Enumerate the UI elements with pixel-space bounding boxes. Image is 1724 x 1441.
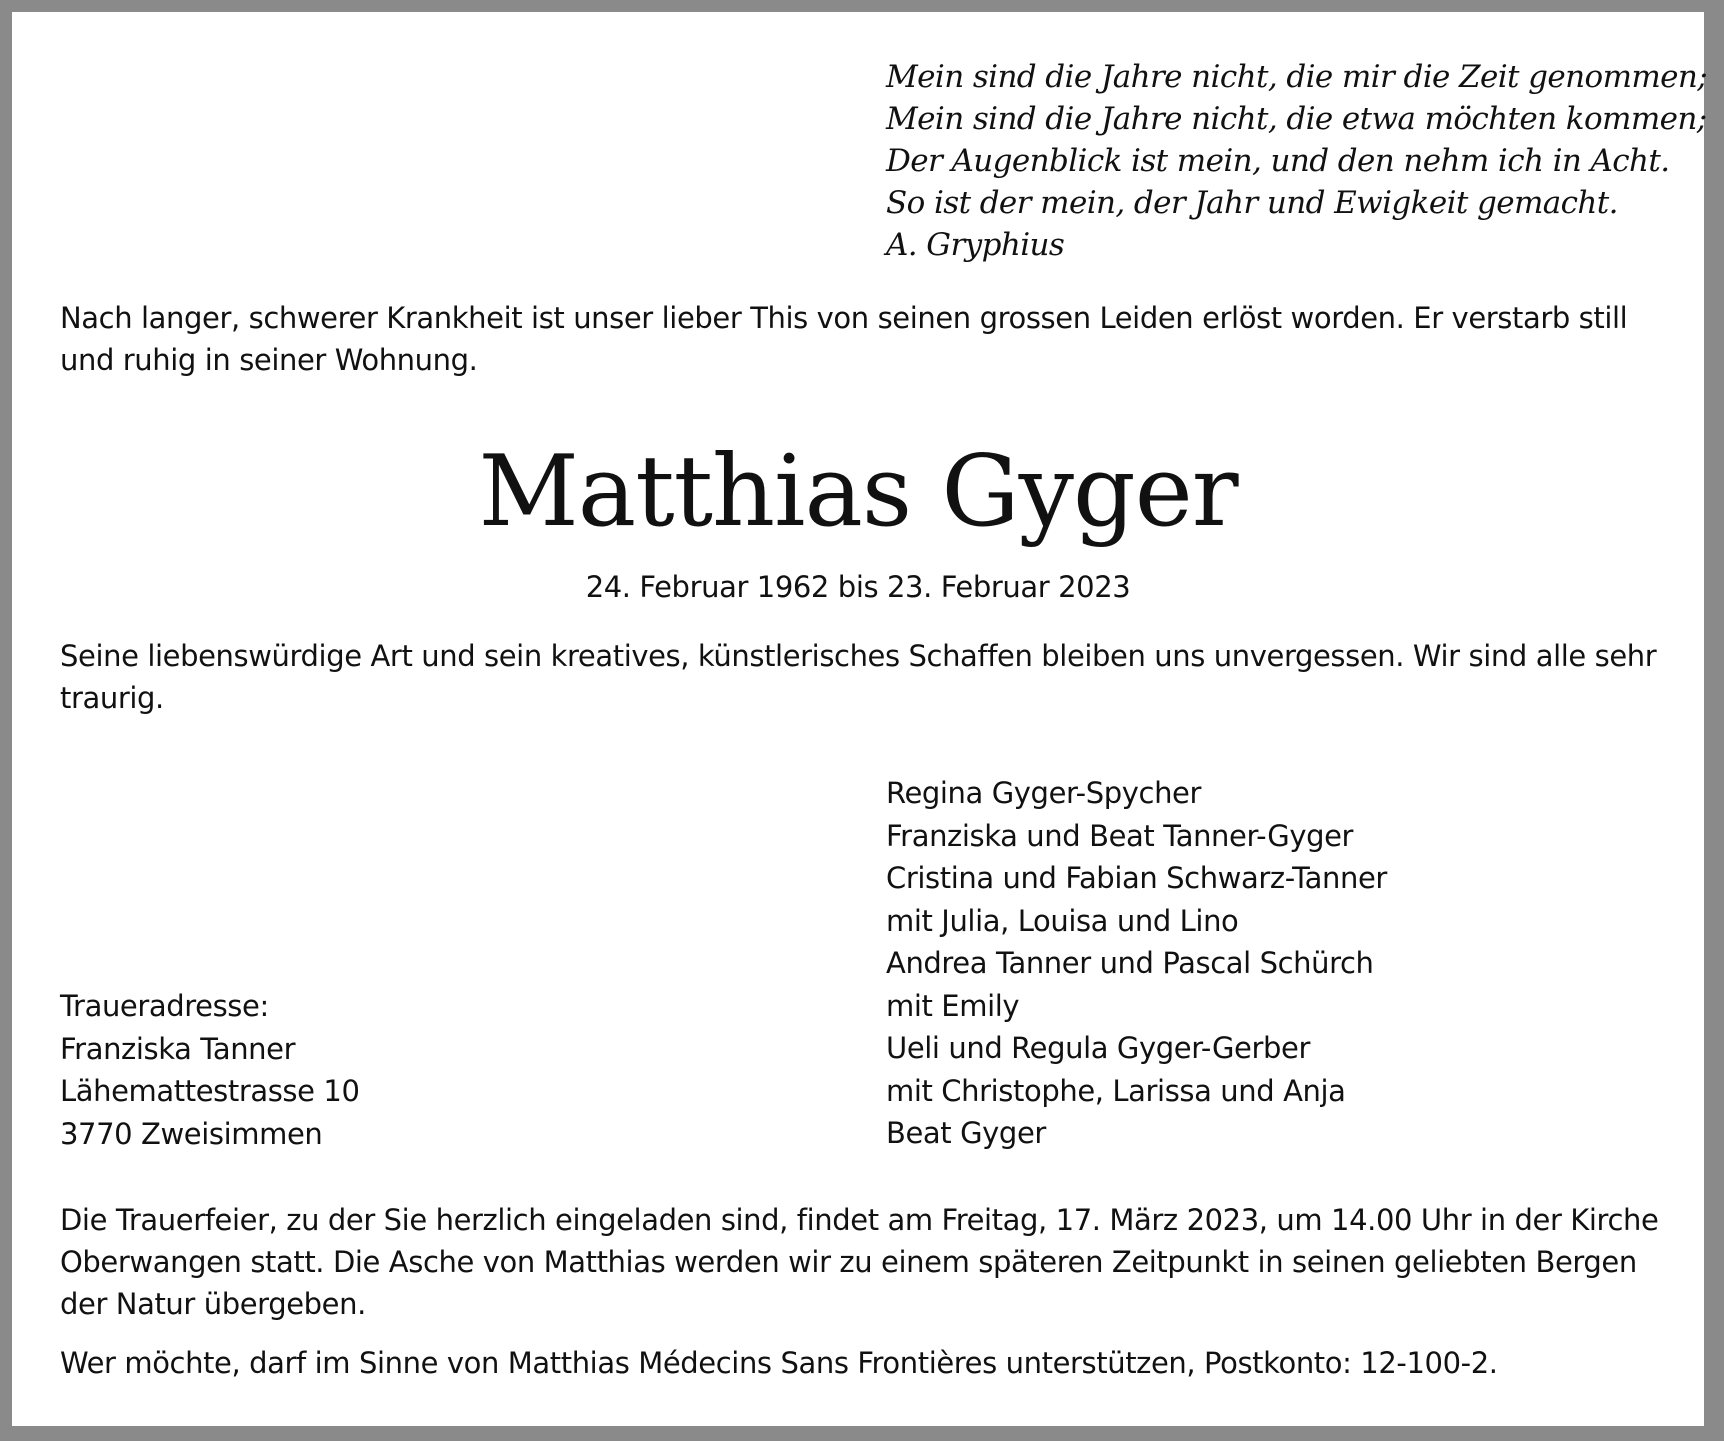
mourner-line: Ueli und Regula Gyger-Gerber bbox=[886, 1031, 1310, 1065]
address-label: Traueradresse: bbox=[60, 989, 269, 1023]
obituary-page bbox=[12, 12, 1708, 1426]
mourner-line: Andrea Tanner und Pascal Schürch bbox=[886, 946, 1374, 980]
mourning-address bbox=[60, 985, 360, 1155]
mourner-line: Cristina und Fabian Schwarz-Tanner bbox=[886, 861, 1387, 895]
poem-line: Mein sind die Jahre nicht, die mir die Zeit genommen; bbox=[886, 59, 1708, 95]
poem-line: Mein sind die Jahre nicht, die etwa möchten kommen; bbox=[886, 101, 1707, 137]
mourners-list bbox=[886, 772, 1387, 1155]
address-name: Franziska Tanner bbox=[60, 1031, 296, 1066]
deceased-name: Matthias Gyger bbox=[478, 435, 1238, 549]
tribute-paragraph: Seine liebenswürdige Art und sein kreatives, künstlerisches Schaffen bleiben uns unvergessen. Wir sind alle sehr traurig. bbox=[60, 639, 1657, 715]
mourner-line: mit Christophe, Larissa und Anja bbox=[886, 1073, 1346, 1108]
mourner-line: mit Emily bbox=[886, 988, 1020, 1023]
mourner-line: Beat Gyger bbox=[886, 1116, 1046, 1150]
poem-line: So ist der mein, der Jahr und Ewigkeit gemacht. bbox=[886, 185, 1618, 221]
address-street: Lähemattestrasse 10 bbox=[60, 1074, 360, 1108]
donation-paragraph: Wer möchte, darf im Sinne von Matthias Médecins Sans Frontières unterstützen, Postkonto: 12-100-2. bbox=[60, 1346, 1498, 1380]
poem-line: Der Augenblick ist mein, und den nehm ich in Acht. bbox=[886, 143, 1670, 179]
mourner-line: Franziska und Beat Tanner-Gyger bbox=[886, 818, 1354, 853]
address-city: 3770 Zweisimmen bbox=[60, 1116, 323, 1151]
poem bbox=[886, 56, 1707, 266]
mourner-line: mit Julia, Louisa und Lino bbox=[886, 903, 1239, 938]
poem-author: A. Gryphius bbox=[886, 227, 1065, 263]
intro-paragraph: Nach langer, schwerer Krankheit ist unser lieber This von seinen grossen Leiden erlöst worden. Er verstarb still und ruhig in seiner Wohnung. bbox=[60, 301, 1628, 377]
mourner-line: Regina Gyger-Spycher bbox=[886, 776, 1202, 810]
ceremony-paragraph: Die Trauerfeier, zu der Sie herzlich eingeladen sind, findet am Freitag, 17. März 2023, um 14.00 Uhr in der Kirche Oberwangen statt. Die Asche von Matthias werden wir zu einem späteren Zeitpunkt in seinen geliebten Bergen der Natur übergeben. bbox=[60, 1203, 1659, 1321]
life-dates: 24. Februar 1962 bis 23. Februar 2023 bbox=[585, 570, 1131, 604]
